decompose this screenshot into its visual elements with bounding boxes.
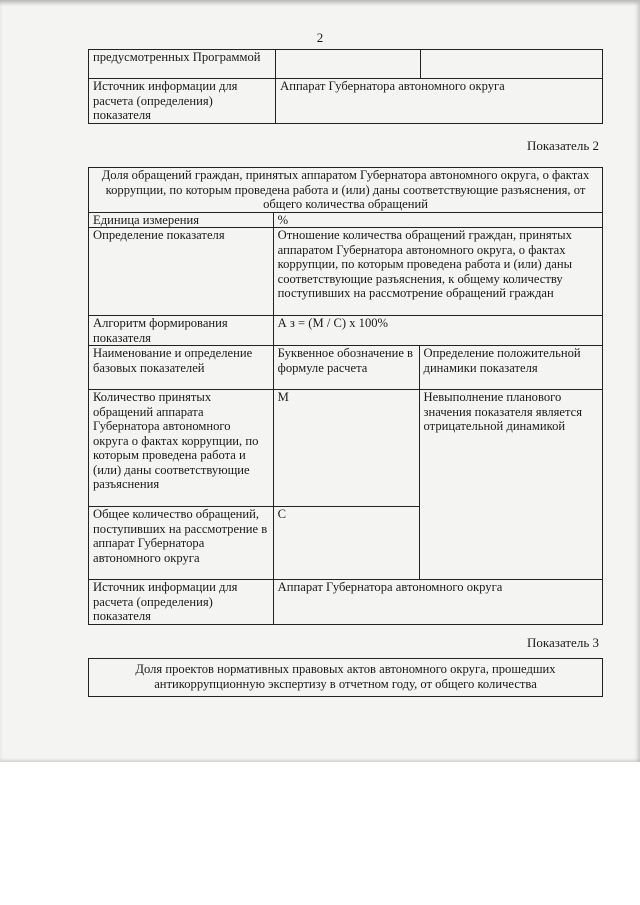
table-row — [89, 346, 603, 390]
base-letter-c: С — [273, 507, 419, 580]
table-row — [89, 659, 603, 697]
table-continued — [88, 49, 603, 124]
base-dynamics-header: Определение положительной динамики показателя — [419, 346, 602, 390]
cell-empty — [420, 50, 602, 79]
table-row — [89, 50, 603, 79]
page-number: 2 — [316, 30, 324, 45]
source-value: Аппарат Губернатора автономного округа — [276, 79, 603, 124]
source-label: Источник информации для расчета (определения) показателя — [89, 580, 274, 625]
base-letter-m: М — [273, 390, 419, 507]
definition-label: Определение показателя — [89, 228, 274, 316]
table-row — [89, 390, 603, 507]
definition-value: Отношение количества обращений граждан, принятых аппаратом Губернатора автономного округа, о фактах коррупции, по которым проведена работа и (или) даны соответствующие разъяснения, к общему количеству поступивших на рассмотрение обращений граждан — [273, 228, 602, 316]
table-row — [89, 79, 603, 124]
indicator-3-table — [88, 658, 603, 697]
unit-value: % — [273, 212, 602, 228]
unit-label: Единица измерения — [89, 212, 274, 228]
algorithm-value: А з = (М / С) х 100% — [273, 316, 602, 346]
algorithm-label: Алгоритм формирования показателя — [89, 316, 274, 346]
base-name-header: Наименование и определение базовых показателей — [89, 346, 274, 390]
table-row — [89, 228, 603, 316]
indicator-3-title: Доля проектов нормативных правовых актов автономного округа, прошедших антикоррупционную экспертизу в отчетном году, от общего количества — [89, 659, 603, 697]
indicator-2-title: Доля обращений граждан, принятых аппаратом Губернатора автономного округа, о фактах коррупции, по которым проведена работа и (или) даны соответствующие разъяснения, от общего количества обращений — [89, 168, 603, 213]
indicator-3-label: Показатель 3 — [527, 635, 599, 650]
dynamics-value: Невыполнение планового значения показателя является отрицательной динамикой — [419, 390, 602, 580]
source-value: Аппарат Губернатора автономного округа — [273, 580, 602, 625]
indicator-2-table — [88, 167, 603, 625]
base-name-m: Количество принятых обращений аппарата Губернатора автономного округа о фактах коррупции, по которым проведена работа и (или) даны соответствующие разъяснения — [89, 390, 274, 507]
base-name-c: Общее количество обращений, поступивших на рассмотрение в аппарат Губернатора автономного округа — [89, 507, 274, 580]
table-row — [89, 168, 603, 213]
source-label: Источник информации для расчета (определения) показателя — [89, 79, 276, 124]
cell-programs: предусмотренных Программой — [89, 50, 276, 79]
table-row — [89, 580, 603, 625]
table-row — [89, 316, 603, 346]
table-row — [89, 212, 603, 228]
cell-empty — [276, 50, 421, 79]
base-letter-header: Буквенное обозначение в формуле расчета — [273, 346, 419, 390]
indicator-2-label: Показатель 2 — [527, 138, 599, 153]
